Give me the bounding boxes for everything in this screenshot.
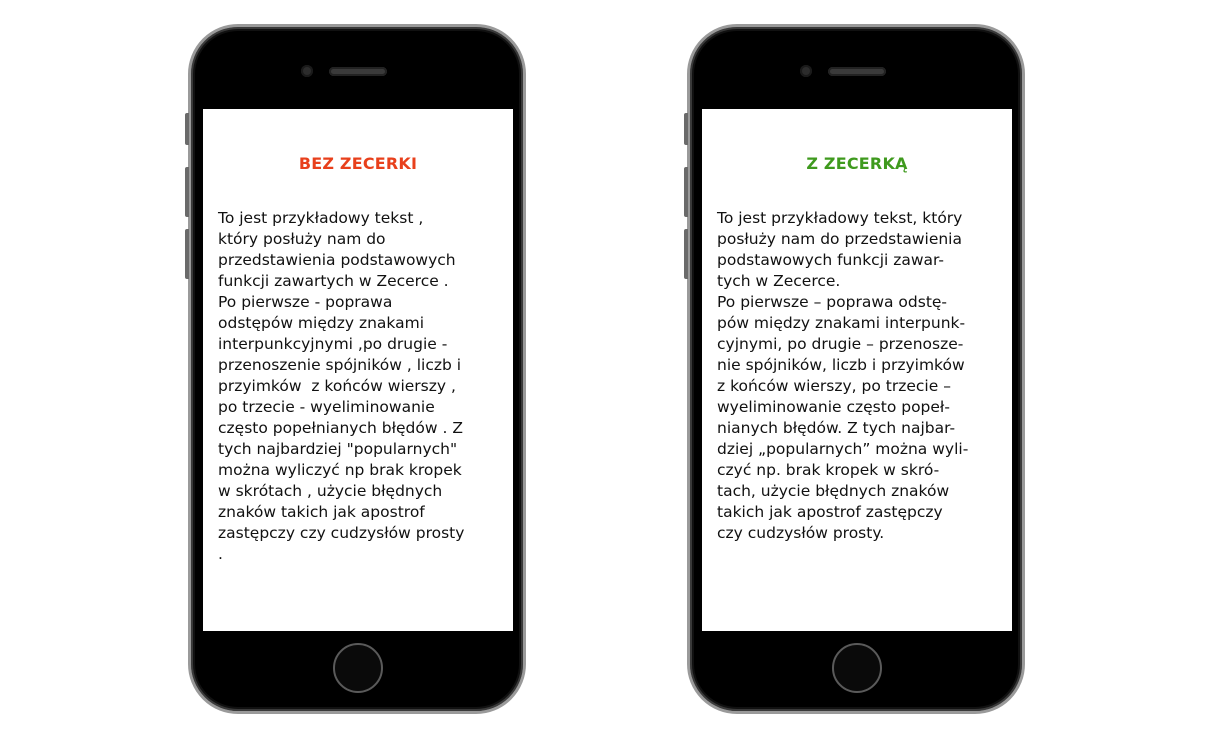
- earpiece-speaker-icon: [329, 67, 387, 76]
- earpiece-speaker-icon: [828, 67, 886, 76]
- sample-text: To jest przykładowy tekst, który posłuży nam do przedstawienia podstawowych funkcji zawar- tych w Zecerce. Po pierwsze – poprawa odstę- pów między znakami interpunk- cyjnymi, po drugie – przenosze- nie spójników, liczb i przyimków z końców wierszy, po trzecie – wyeliminowanie często popeł- nianych błędów. Z tych najbar- dziej „popularnych” można wyli- czyć np. brak kropek w skró- tach, użycie błędnych znaków takich jak apostrof zastępczy czy cudzysłów prosty.: [717, 209, 969, 542]
- screen-title: BEZ ZECERKI: [298, 154, 418, 173]
- volume-up-button: [185, 167, 189, 217]
- phone-mockup-without-zecerka: [188, 24, 526, 714]
- mute-switch: [185, 113, 189, 145]
- volume-down-button: [185, 229, 189, 279]
- phone-mockup-with-zecerka: [687, 24, 1025, 714]
- home-button: [333, 643, 383, 693]
- volume-up-button: [684, 167, 688, 217]
- sample-text: To jest przykładowy tekst , który posłuży nam do przedstawienia podstawowych funkcji zawartych w Zecerce . Po pierwsze - poprawa odstępów między znakami interpunkcyjnymi ,po drugie - przenoszenie spójników , liczb i przyimków z końców wierszy , po trzecie - wyeliminowanie często popełnianych błędów . Z tych najbardziej "popularnych" można wyliczyć np brak kropek w skrótach , użycie błędnych znaków takich jak apostrof zastępczy czy cudzysłów prosty .: [218, 209, 465, 563]
- front-camera-icon: [301, 65, 313, 77]
- home-button: [832, 643, 882, 693]
- front-camera-icon: [800, 65, 812, 77]
- mute-switch: [684, 113, 688, 145]
- volume-down-button: [684, 229, 688, 279]
- phone-screen: [203, 109, 513, 631]
- phone-screen: [702, 109, 1012, 631]
- screen-title: Z ZECERKĄ: [806, 154, 908, 173]
